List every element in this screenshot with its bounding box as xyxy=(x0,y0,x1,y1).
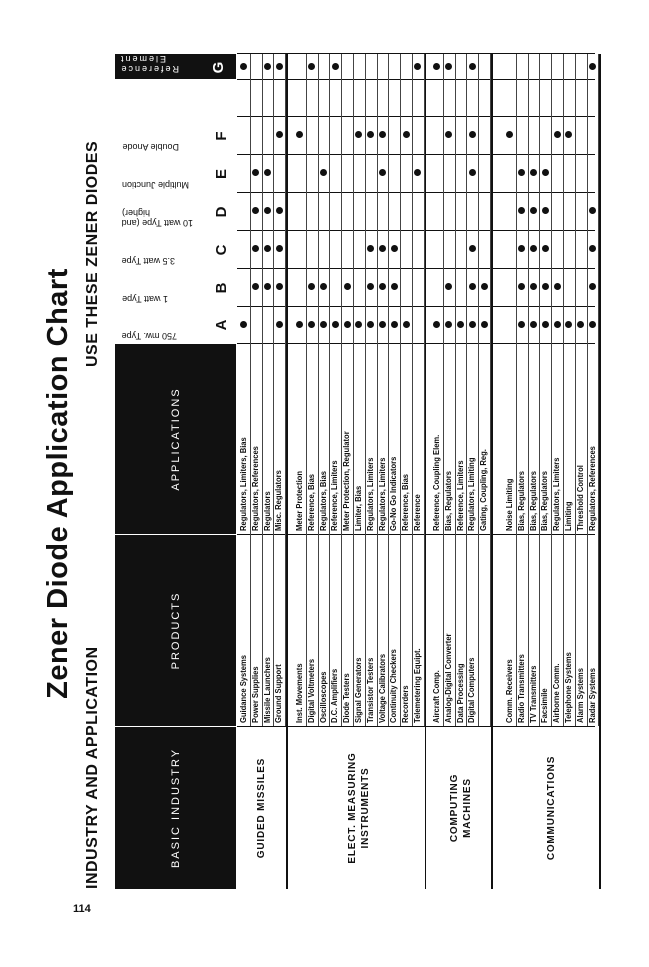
row-divider xyxy=(490,54,491,726)
application-cell: Reference, Limiters xyxy=(455,460,465,531)
application-cell: Bias, Regulators xyxy=(540,471,550,531)
usage-dot-d xyxy=(276,208,283,215)
industry-label xyxy=(448,727,474,889)
usage-dot-a xyxy=(469,322,476,329)
usage-dot-b xyxy=(367,284,374,291)
usage-dot-b xyxy=(481,284,488,291)
usage-dot-a xyxy=(589,322,596,329)
col-letter-d: D xyxy=(213,206,230,218)
product-cell: Telemetering Equipt. xyxy=(413,648,422,723)
industry-line: MACHINES xyxy=(461,778,473,838)
usage-dot-a xyxy=(344,322,351,329)
application-cell: Limiting xyxy=(564,501,573,531)
industry-label xyxy=(545,727,558,889)
product-cell: Facsimile xyxy=(540,688,550,723)
row-divider xyxy=(443,54,444,726)
product-cell: TV Transmitters xyxy=(528,665,538,723)
application-cell: Reference, Limiters xyxy=(330,460,340,531)
industry-line: ELECT. MEASURING xyxy=(346,752,358,864)
product-cell: Data Processing xyxy=(455,663,465,723)
usage-dot-d xyxy=(252,208,259,215)
row-divider xyxy=(551,54,552,726)
row-divider xyxy=(306,54,307,726)
row-divider xyxy=(412,54,413,726)
product-cell: Radio Transmitters xyxy=(516,654,526,723)
usage-dot-a xyxy=(308,322,315,329)
application-cell: Regulators, References xyxy=(587,446,597,531)
product-cell: Digital Computers xyxy=(467,657,477,723)
usage-dot-g xyxy=(308,64,315,71)
usage-dot-a xyxy=(367,322,374,329)
usage-dot-b xyxy=(344,284,351,291)
col-letter-e: E xyxy=(213,169,230,180)
usage-dot-c xyxy=(589,246,596,253)
usage-dot-f xyxy=(403,132,410,139)
usage-dot-c xyxy=(252,246,259,253)
usage-dot-d xyxy=(542,208,549,215)
row-divider xyxy=(262,54,263,726)
usage-dot-a xyxy=(296,322,303,329)
row-divider xyxy=(285,54,286,726)
industry-line: COMMUNICATIONS xyxy=(545,755,557,861)
usage-dot-a xyxy=(577,322,584,329)
application-cell: Reference, Bias xyxy=(401,473,411,531)
usage-dot-a xyxy=(457,322,464,329)
usage-dot-b xyxy=(554,284,561,291)
col-letter-g: G xyxy=(210,59,227,74)
product-cell: Recorders xyxy=(401,685,411,723)
header-basic-industry: BASIC INDUSTRY xyxy=(115,727,236,889)
usage-dot-f xyxy=(469,132,476,139)
usage-dot-a xyxy=(530,322,537,329)
application-cell: Regulators, References xyxy=(250,446,260,531)
application-cell: Regulators, Limiters, Bias xyxy=(239,437,248,531)
usage-dot-b xyxy=(589,284,596,291)
usage-dot-b xyxy=(542,284,549,291)
product-cell: Telephone Systems xyxy=(564,652,573,723)
industry-line: COMPUTING xyxy=(448,773,460,843)
row-divider xyxy=(563,54,564,726)
row-divider xyxy=(575,54,576,726)
usage-dot-a xyxy=(542,322,549,329)
col-label-e: Multiple Junction xyxy=(122,180,190,190)
column-divider xyxy=(237,116,595,117)
usage-dot-b xyxy=(518,284,525,291)
product-cell: Guidance Systems xyxy=(239,654,248,723)
header-products: PRODUCTS xyxy=(115,535,236,726)
col-header-a xyxy=(118,307,236,343)
usage-dot-a xyxy=(565,322,572,329)
row-divider xyxy=(466,54,467,726)
usage-dot-d xyxy=(518,208,525,215)
usage-dot-b xyxy=(445,284,452,291)
product-cell: Diode Testers xyxy=(342,673,352,723)
application-cell: Go-No Go Indicators xyxy=(389,456,399,531)
row-divider xyxy=(400,54,401,726)
col-label-c: 3.5 watt Type xyxy=(122,256,176,266)
product-cell: Oscilloscopes xyxy=(318,671,328,723)
col-label-d: 10 watt Type (and higher) xyxy=(122,208,194,228)
product-cell: Missile Launchers xyxy=(262,657,272,723)
usage-dot-a xyxy=(554,322,561,329)
product-cell: Analog-Digital Converter xyxy=(443,633,453,723)
industry-label xyxy=(255,727,268,889)
usage-dot-c xyxy=(391,246,398,253)
usage-dot-g xyxy=(469,64,476,71)
usage-dot-c xyxy=(367,246,374,253)
usage-dot-g xyxy=(433,64,440,71)
col-header-b xyxy=(118,270,236,306)
column-divider xyxy=(237,230,595,231)
usage-dot-b xyxy=(391,284,398,291)
usage-dot-g xyxy=(445,64,452,71)
usage-dot-b xyxy=(530,284,537,291)
usage-dot-a xyxy=(355,322,362,329)
usage-dot-a xyxy=(481,322,488,329)
application-cell: Reference xyxy=(413,494,422,531)
usage-dot-d xyxy=(589,208,596,215)
usage-dot-f xyxy=(296,132,303,139)
subtitle-use-these-diodes: USE THESE ZENER DIODES xyxy=(84,140,101,367)
usage-dot-b xyxy=(379,284,386,291)
col-header-e xyxy=(118,156,236,192)
row-divider xyxy=(528,54,529,726)
product-cell: Airborne Comm. xyxy=(552,663,562,723)
row-divider xyxy=(598,54,599,726)
product-cell: D.C. Amplifiers xyxy=(330,668,340,723)
column-divider xyxy=(237,154,595,155)
usage-dot-d xyxy=(264,208,271,215)
subtitle-industry-application: INDUSTRY AND APPLICATION xyxy=(84,646,101,889)
usage-dot-g xyxy=(332,64,339,71)
usage-dot-b xyxy=(320,284,327,291)
col-header-f xyxy=(118,118,236,154)
usage-dot-f xyxy=(379,132,386,139)
col-header-d xyxy=(118,194,236,230)
product-cell: Digital Voltmeters xyxy=(306,658,316,723)
usage-dot-a xyxy=(403,322,410,329)
application-cell: Bias, Regulators xyxy=(528,471,538,531)
application-cell: Threshold Control xyxy=(575,465,585,531)
application-cell: Reference, Coupling Elem. xyxy=(432,434,441,531)
usage-dot-e xyxy=(530,170,537,177)
usage-dot-e xyxy=(414,170,421,177)
application-cell: Bias, Regulators xyxy=(516,471,526,531)
row-divider xyxy=(587,54,588,726)
usage-dot-a xyxy=(391,322,398,329)
usage-dot-c xyxy=(264,246,271,253)
usage-dot-b xyxy=(469,284,476,291)
product-cell: Transistor Testers xyxy=(365,657,375,723)
usage-dot-c xyxy=(379,246,386,253)
usage-dot-e xyxy=(542,170,549,177)
column-divider xyxy=(237,268,595,269)
column-divider xyxy=(237,53,595,54)
column-divider xyxy=(237,726,595,727)
col-letter-f: F xyxy=(213,131,230,141)
usage-dot-b xyxy=(276,284,283,291)
usage-dot-a xyxy=(332,322,339,329)
row-divider xyxy=(455,54,456,726)
page-number: 114 xyxy=(73,903,91,915)
col-letter-c: C xyxy=(213,244,230,256)
row-divider xyxy=(273,54,274,726)
usage-dot-g xyxy=(276,64,283,71)
row-divider xyxy=(424,54,425,726)
usage-dot-a xyxy=(320,322,327,329)
product-cell: Signal Generators xyxy=(354,657,363,723)
column-divider xyxy=(237,79,595,80)
product-cell: Inst. Movements xyxy=(295,663,304,723)
application-cell: Regulators, Limiters xyxy=(552,457,562,531)
usage-dot-a xyxy=(240,322,247,329)
product-cell: Radar Systems xyxy=(587,668,597,723)
usage-dot-a xyxy=(276,322,283,329)
application-cell: Gating, Coupling, Reg. xyxy=(479,449,489,531)
row-divider xyxy=(388,54,389,726)
usage-dot-f xyxy=(276,132,283,139)
usage-dot-f xyxy=(355,132,362,139)
usage-dot-e xyxy=(320,170,327,177)
usage-dot-c xyxy=(530,246,537,253)
usage-dot-e xyxy=(518,170,525,177)
usage-dot-e xyxy=(264,170,271,177)
application-cell: Regulators xyxy=(262,491,272,531)
usage-dot-e xyxy=(469,170,476,177)
usage-dot-a xyxy=(433,322,440,329)
usage-dot-b xyxy=(252,284,259,291)
usage-dot-f xyxy=(565,132,572,139)
page-title: Zener Diode Application Chart xyxy=(42,268,74,699)
product-cell: Comm. Receivers xyxy=(505,659,514,723)
row-divider xyxy=(365,54,366,726)
column-divider xyxy=(237,343,595,344)
application-cell: Regulators, Limiters xyxy=(377,457,387,531)
usage-dot-f xyxy=(445,132,452,139)
row-divider xyxy=(353,54,354,726)
usage-dot-a xyxy=(518,322,525,329)
col-header-g xyxy=(115,54,236,79)
industry-line: GUIDED MISSILES xyxy=(256,757,268,859)
industry-label xyxy=(346,727,372,889)
col-letter-b: B xyxy=(213,282,230,294)
product-cell: Ground Support xyxy=(274,664,284,723)
application-cell: Bias, Regulators xyxy=(443,471,453,531)
row-divider xyxy=(478,54,479,726)
product-cell: Alarm Systems xyxy=(575,668,585,723)
usage-dot-f xyxy=(367,132,374,139)
usage-dot-a xyxy=(445,322,452,329)
application-cell: Limiter, Bias xyxy=(354,485,363,531)
usage-dot-g xyxy=(414,64,421,71)
application-cell: Noise Limiting xyxy=(505,478,514,531)
application-cell: Reference, Bias xyxy=(306,473,316,531)
row-divider xyxy=(329,54,330,726)
col-label-b: 1 watt Type xyxy=(122,294,168,304)
col-letter-a: A xyxy=(213,319,230,331)
col-header-c xyxy=(118,232,236,268)
usage-dot-c xyxy=(276,246,283,253)
usage-dot-f xyxy=(554,132,561,139)
usage-dot-e xyxy=(252,170,259,177)
column-divider xyxy=(237,192,595,193)
industry-line: INSTRUMENTS xyxy=(359,767,371,849)
row-divider xyxy=(318,54,319,726)
row-divider xyxy=(250,54,251,726)
application-cell: Regulators, Bias xyxy=(318,471,328,531)
product-cell: Voltage Calibrators xyxy=(377,653,387,723)
usage-dot-g xyxy=(589,64,596,71)
group-separator xyxy=(425,54,427,889)
application-cell: Meter Protection, Regulator xyxy=(342,431,352,531)
usage-dot-g xyxy=(240,64,247,71)
usage-dot-b xyxy=(264,284,271,291)
application-cell: Regulators, Limiters xyxy=(365,457,375,531)
group-separator xyxy=(286,54,288,889)
usage-dot-e xyxy=(379,170,386,177)
usage-dot-c xyxy=(469,246,476,253)
row-divider xyxy=(516,54,517,726)
col-label-g: Reference Element xyxy=(119,54,179,74)
row-divider xyxy=(377,54,378,726)
usage-dot-g xyxy=(264,64,271,71)
application-cell: Misc. Regulators xyxy=(274,470,284,531)
usage-dot-c xyxy=(542,246,549,253)
group-separator xyxy=(491,54,493,889)
col-label-f: Double Anode xyxy=(122,142,179,152)
row-divider xyxy=(539,54,540,726)
product-cell: Continuity Checkers xyxy=(389,649,399,723)
usage-dot-b xyxy=(308,284,315,291)
col-label-a: 750 mw. Type xyxy=(122,331,178,341)
usage-dot-a xyxy=(379,322,386,329)
row-divider xyxy=(341,54,342,726)
column-divider xyxy=(237,306,595,307)
application-cell: Meter Protection xyxy=(295,471,304,531)
usage-dot-c xyxy=(518,246,525,253)
header-applications: APPLICATIONS xyxy=(115,344,236,534)
group-separator xyxy=(599,54,601,889)
product-cell: Aircraft Comp. xyxy=(432,670,441,723)
application-cell: Regulators, Limiting xyxy=(467,457,477,531)
usage-dot-d xyxy=(530,208,537,215)
usage-dot-f xyxy=(506,132,513,139)
product-cell: Power Supplies xyxy=(250,666,260,723)
column-divider xyxy=(237,534,595,535)
